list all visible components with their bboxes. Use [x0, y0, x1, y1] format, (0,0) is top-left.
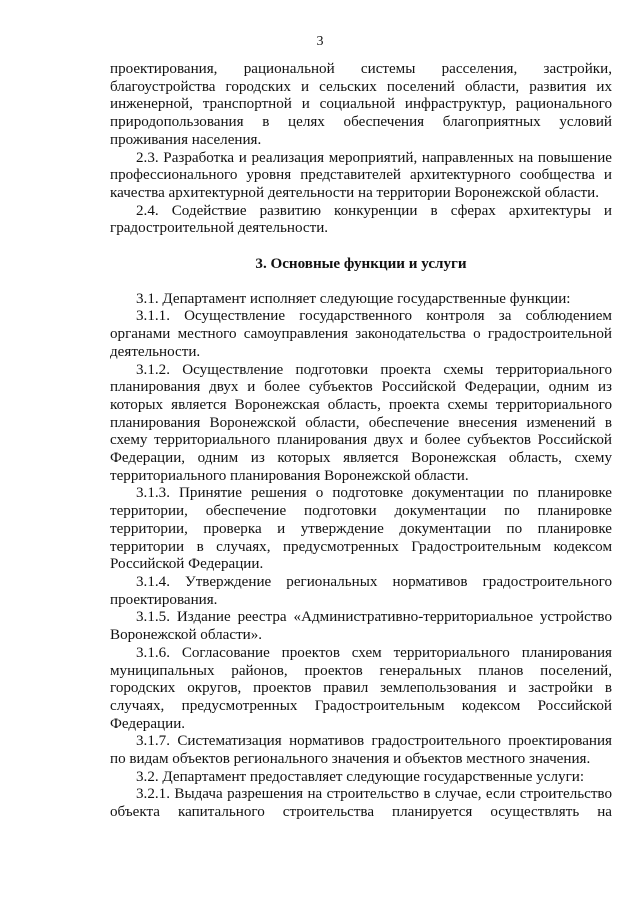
- paragraph-3-1-6: 3.1.6. Согласование проектов схем территориального планирования муниципальных районов, проектов генеральных планов поселений, городских округов, проектов правил землепользования и застройки в случаях, предусмотренных Градостроительным кодексом Российской Федерации.: [110, 644, 612, 732]
- paragraph-continuation: проектирования, рациональной системы расселения, застройки, благоустройства городских и сельских поселений области, развития их инженерной, транспортной и социальной инфраструктур, рационального природопользования в целях обеспечения благоприятных условий проживания населения.: [110, 61, 612, 148]
- paragraph-3-1-7: 3.1.7. Систематизация нормативов градостроительного проектирования по видам объектов регионального значения и объектов местного значения.: [110, 733, 612, 768]
- paragraph-3-2-1: 3.2.1. Выдача разрешения на строительство в случае, если строительство объекта капитального строительства планируется осуществлять на: [110, 786, 612, 821]
- paragraph-3-1: 3.1. Департамент исполняет следующие государственные функции:: [136, 290, 571, 307]
- paragraph-2-4: 2.4. Содействие развитию конкуренции в сферах архитектуры и градостроительной деятельности.: [110, 202, 612, 237]
- paragraph-3-2: 3.2. Департамент предоставляет следующие государственные услуги:: [136, 768, 585, 785]
- paragraph-2-3: 2.3. Разработка и реализация мероприятий, направленных на повышение профессионального уровня представителей архитектурного сообщества и качества архитектурной деятельности на территории Воронежской области.: [110, 149, 612, 201]
- page-number: 3: [316, 34, 324, 49]
- document-body: [110, 61, 612, 822]
- paragraph-3-1-4: 3.1.4. Утверждение региональных нормативов градостроительного проектирования.: [110, 573, 612, 608]
- paragraph-3-1-1: 3.1.1. Осуществление государственного контроля за соблюдением органами местного самоуправления законодательства о градостроительной деятельности.: [110, 308, 612, 360]
- paragraph-3-1-2: 3.1.2. Осуществление подготовки проекта схемы территориального планирования двух и более субъектов Российской Федерации, одним из которых является Воронежская область, проекта схемы территориального планирования Воронежской области, обеспечение внесения изменений в схему территориального планирования двух и более субъектов Российской Федерации, одним из которых является Воронежская область, схему территориального планирования Воронежской области.: [110, 361, 612, 484]
- paragraph-3-1-3: 3.1.3. Принятие решения о подготовке документации по планировке территории, обеспечение подготовки документации по планировке территории, проверка и утверждение документации по планировке территории в случаях, предусмотренных Градостроительным кодексом Российской Федерации.: [110, 485, 612, 573]
- paragraph-3-1-5: 3.1.5. Издание реестра «Административно-территориальное устройство Воронежской области».: [110, 609, 612, 644]
- section-heading: 3. Основные функции и услуги: [255, 256, 467, 273]
